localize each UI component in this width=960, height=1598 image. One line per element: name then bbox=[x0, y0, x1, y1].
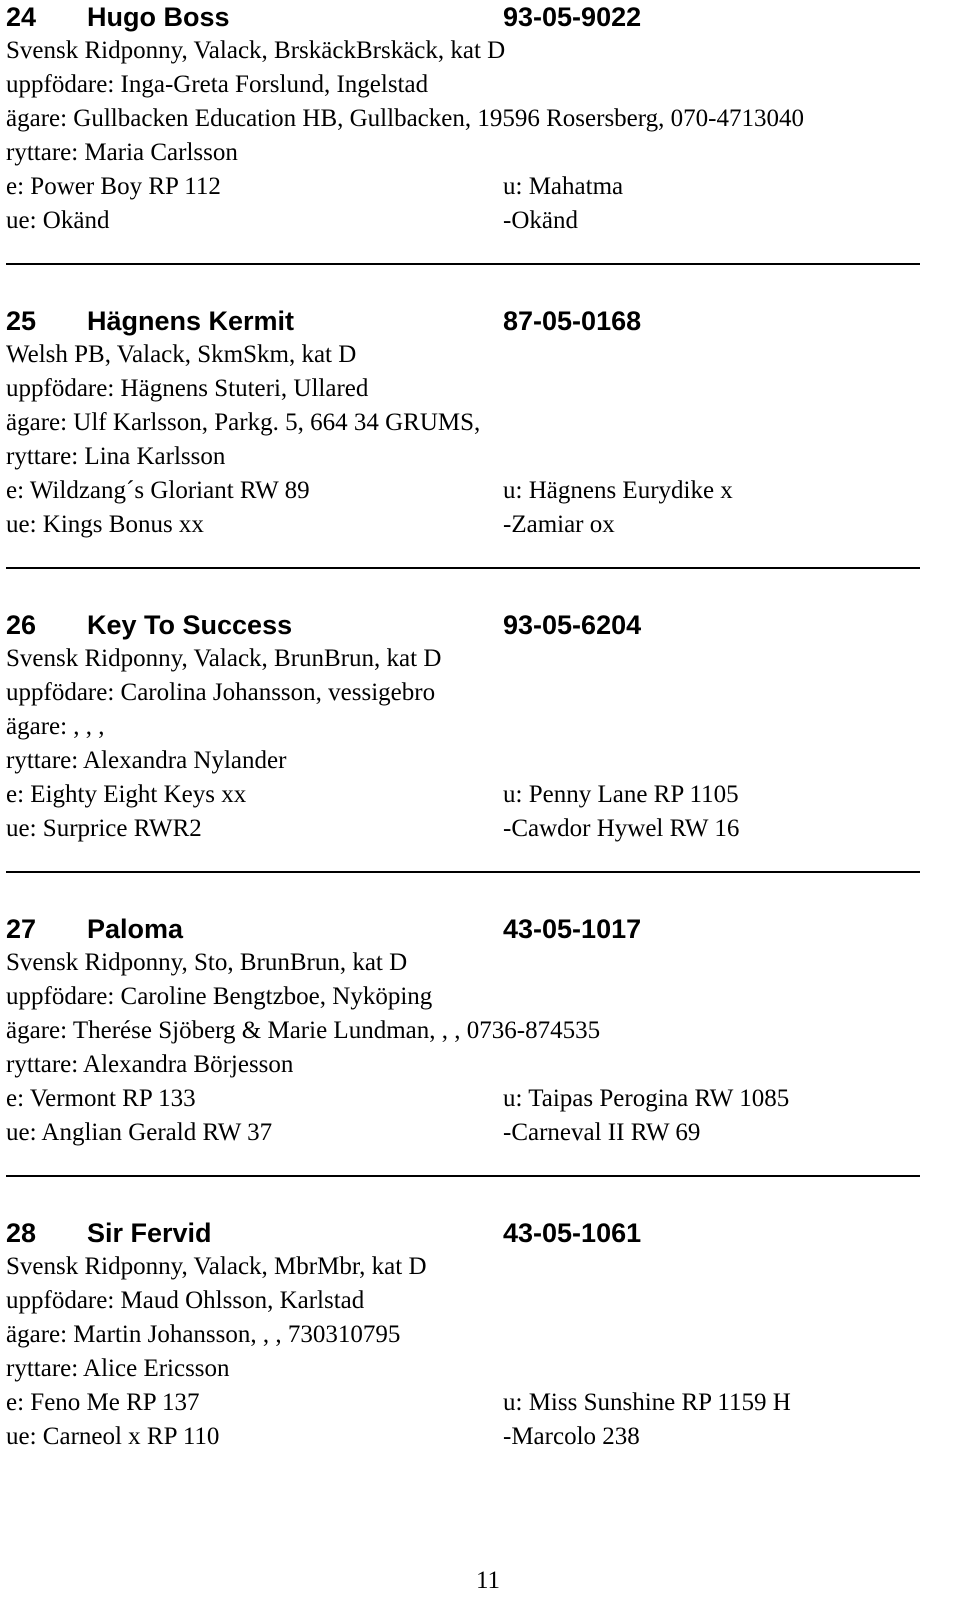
breed-line: Svensk Ridponny, Valack, BrskäckBrskäck, kat D bbox=[6, 37, 506, 64]
entry-number: 27 bbox=[6, 914, 37, 944]
sire: e: Feno Me RP 137 bbox=[6, 1389, 200, 1416]
dam-dam: -Carneval II RW 69 bbox=[503, 1119, 701, 1146]
horse-name: Hägnens Kermit bbox=[87, 306, 295, 336]
page-number: 11 bbox=[475, 1567, 501, 1594]
breeder-line: uppfödare: Carolina Johansson, vessigebro bbox=[6, 679, 436, 706]
owner-line: ägare: Gullbacken Education HB, Gullbacken, 19596 Rosersberg, 070-4713040 bbox=[6, 105, 804, 132]
breed-line: Welsh PB, Valack, SkmSkm, kat D bbox=[6, 341, 357, 368]
breed-line: Svensk Ridponny, Sto, BrunBrun, kat D bbox=[6, 949, 408, 976]
breeder-line: uppfödare: Maud Ohlsson, Karlstad bbox=[6, 1287, 365, 1314]
separator-rule bbox=[6, 871, 920, 873]
dam-sire: ue: Surprice RWR2 bbox=[6, 815, 202, 842]
sire-dam-line bbox=[6, 1082, 936, 1116]
sire: e: Wildzang´s Gloriant RW 89 bbox=[6, 477, 310, 504]
rider-line: ryttare: Maria Carlsson bbox=[6, 139, 238, 166]
separator-rule bbox=[6, 263, 920, 265]
separator-rule bbox=[6, 567, 920, 569]
entry-header bbox=[6, 608, 936, 642]
owner-line: ägare: Ulf Karlsson, Parkg. 5, 664 34 GRUMS, bbox=[6, 409, 481, 436]
entry-header bbox=[6, 1216, 936, 1250]
owner-line: ägare: Therése Sjöberg & Marie Lundman, , , 0736-874535 bbox=[6, 1017, 601, 1044]
breeder-line: uppfödare: Inga-Greta Forslund, Ingelstad bbox=[6, 71, 429, 98]
dam-sire: ue: Okänd bbox=[6, 207, 110, 234]
entry-number: 25 bbox=[6, 306, 37, 336]
dam-sire: ue: Kings Bonus xx bbox=[6, 511, 204, 538]
sire-dam-line bbox=[6, 778, 936, 812]
horse-name: Paloma bbox=[87, 914, 184, 944]
dam: u: Taipas Perogina RW 1085 bbox=[503, 1085, 790, 1112]
registration-number: 43-05-1061 bbox=[503, 1218, 642, 1248]
entry-header bbox=[6, 912, 936, 946]
dam-parents-line bbox=[6, 812, 936, 846]
dam-dam: -Cawdor Hywel RW 16 bbox=[503, 815, 740, 842]
registration-number: 93-05-9022 bbox=[503, 2, 642, 32]
horse-name: Hugo Boss bbox=[87, 2, 230, 32]
dam-sire: ue: Carneol x RP 110 bbox=[6, 1423, 220, 1450]
sire-dam-line bbox=[6, 474, 936, 508]
dam: u: Penny Lane RP 1105 bbox=[503, 781, 739, 808]
horse-name: Key To Success bbox=[87, 610, 293, 640]
rider-line: ryttare: Alexandra Börjesson bbox=[6, 1051, 294, 1078]
dam-parents-line bbox=[6, 508, 936, 542]
dam: u: Hägnens Eurydike x bbox=[503, 477, 733, 504]
owner-line: ägare: Martin Johansson, , , 730310795 bbox=[6, 1321, 401, 1348]
entry-number: 24 bbox=[6, 2, 37, 32]
owner-line: ägare: , , , bbox=[6, 713, 105, 740]
entry-number: 28 bbox=[6, 1218, 37, 1248]
dam-sire: ue: Anglian Gerald RW 37 bbox=[6, 1119, 273, 1146]
dam: u: Miss Sunshine RP 1159 H bbox=[503, 1389, 791, 1416]
registration-number: 43-05-1017 bbox=[503, 914, 642, 944]
entry-header bbox=[6, 0, 936, 34]
sire-dam-line bbox=[6, 1386, 936, 1420]
registration-number: 93-05-6204 bbox=[503, 610, 642, 640]
separator-rule bbox=[6, 1175, 920, 1177]
sire: e: Eighty Eight Keys xx bbox=[6, 781, 247, 808]
sire: e: Vermont RP 133 bbox=[6, 1085, 196, 1112]
breed-line: Svensk Ridponny, Valack, MbrMbr, kat D bbox=[6, 1253, 427, 1280]
entry-25 bbox=[6, 304, 936, 542]
entry-header bbox=[6, 304, 936, 338]
entry-number: 26 bbox=[6, 610, 37, 640]
breeder-line: uppfödare: Hägnens Stuteri, Ullared bbox=[6, 375, 369, 402]
rider-line: ryttare: Lina Karlsson bbox=[6, 443, 226, 470]
horse-name: Sir Fervid bbox=[87, 1218, 212, 1248]
sire: e: Power Boy RP 112 bbox=[6, 173, 221, 200]
dam-parents-line bbox=[6, 1116, 936, 1150]
sire-dam-line bbox=[6, 170, 936, 204]
dam: u: Mahatma bbox=[503, 173, 624, 200]
dam-dam: -Zamiar ox bbox=[503, 511, 615, 538]
breed-line: Svensk Ridponny, Valack, BrunBrun, kat D bbox=[6, 645, 442, 672]
breeder-line: uppfödare: Caroline Bengtzboe, Nyköping bbox=[6, 983, 433, 1010]
dam-dam: -Okänd bbox=[503, 207, 578, 234]
entry-26 bbox=[6, 608, 936, 846]
rider-line: ryttare: Alice Ericsson bbox=[6, 1355, 230, 1382]
entry-24 bbox=[6, 0, 936, 238]
dam-parents-line bbox=[6, 1420, 936, 1454]
registration-number: 87-05-0168 bbox=[503, 306, 642, 336]
entry-28 bbox=[6, 1216, 936, 1454]
rider-line: ryttare: Alexandra Nylander bbox=[6, 747, 287, 774]
dam-dam: -Marcolo 238 bbox=[503, 1423, 640, 1450]
dam-parents-line bbox=[6, 204, 936, 238]
entry-27 bbox=[6, 912, 936, 1150]
